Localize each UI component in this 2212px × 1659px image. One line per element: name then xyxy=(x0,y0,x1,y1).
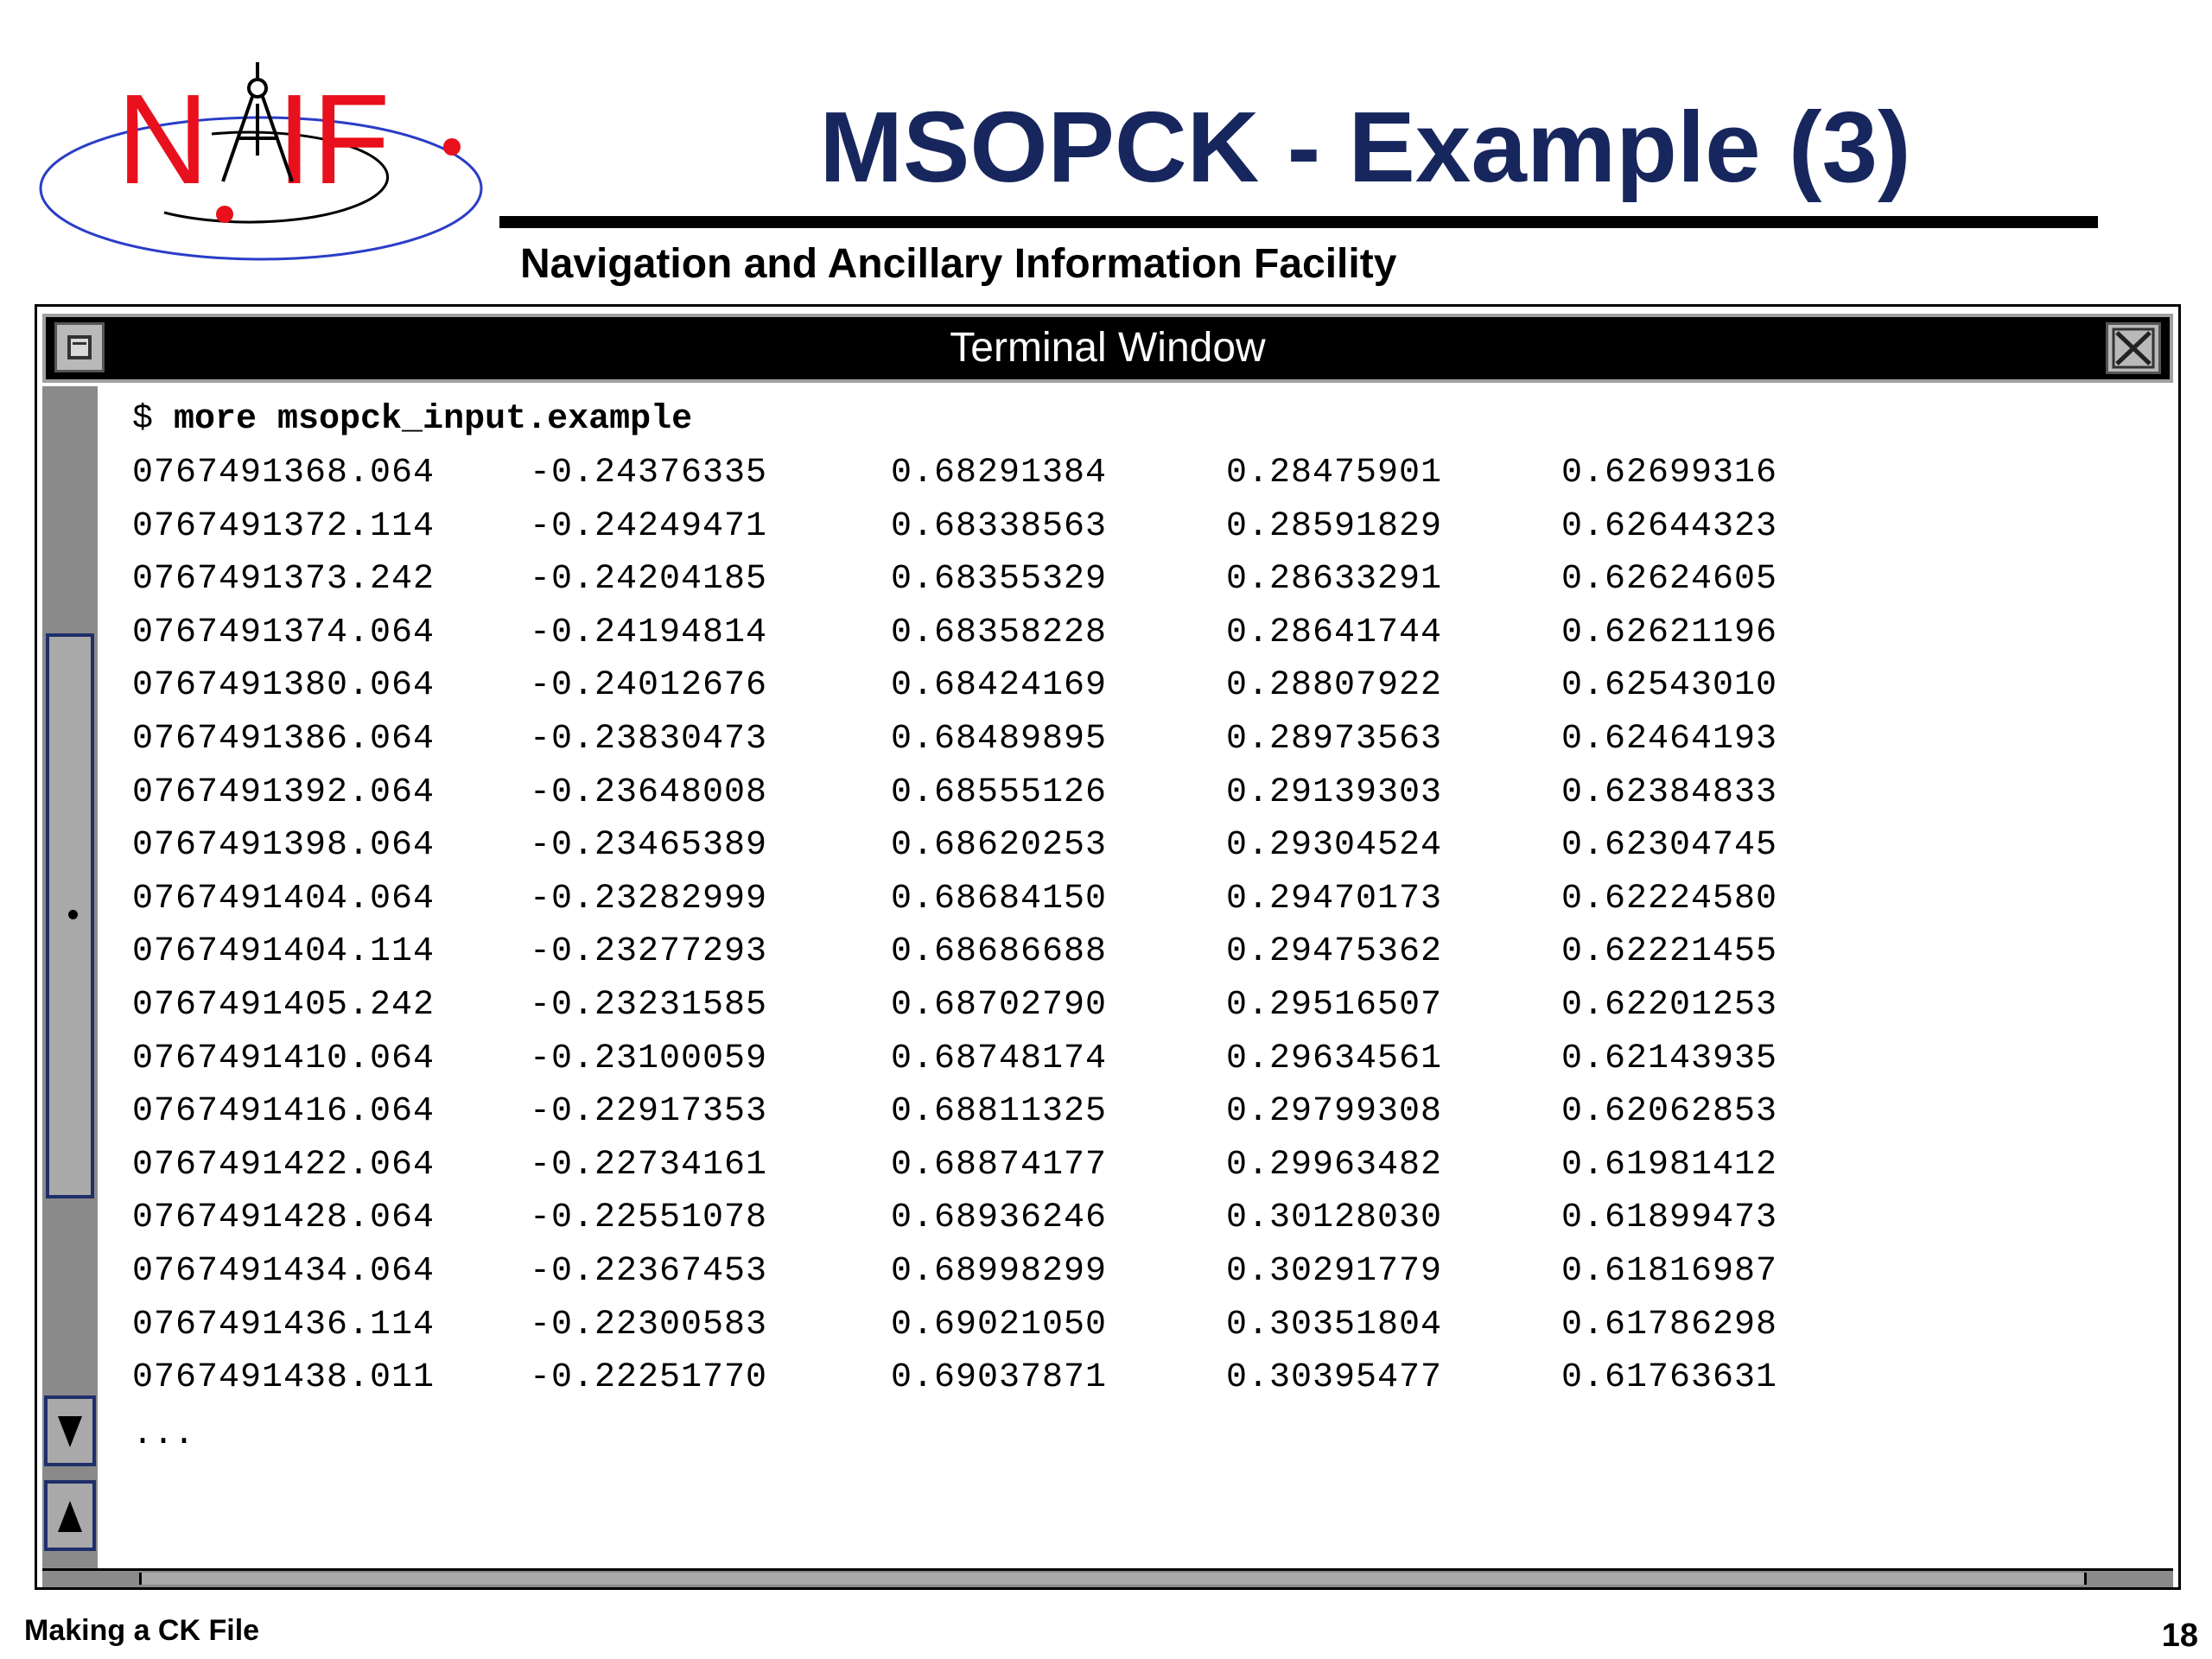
data-cell: 0.29139303 xyxy=(1226,772,1443,812)
data-cell: 0.29634561 xyxy=(1226,1039,1443,1078)
data-cell: 0.68338563 xyxy=(891,506,1108,546)
data-row xyxy=(132,500,1778,554)
data-cell: 0.68620253 xyxy=(891,826,1108,866)
command-text: more msopck_input.example xyxy=(174,400,693,439)
command-line xyxy=(132,393,692,447)
data-cell: 0.61899473 xyxy=(1561,1198,1778,1238)
data-cell: 0.30291779 xyxy=(1226,1251,1443,1291)
scrollbar-thumb[interactable] xyxy=(46,633,94,1198)
data-cell: 0.29516507 xyxy=(1226,985,1443,1025)
page-number: 18 xyxy=(2161,1618,2198,1654)
data-cell: 0767491422.064 xyxy=(132,1145,435,1185)
data-cell: -0.23100059 xyxy=(530,1039,768,1078)
data-row xyxy=(132,873,1778,926)
data-cell: -0.23648008 xyxy=(530,772,768,812)
data-cell: -0.22300583 xyxy=(530,1305,768,1344)
data-row xyxy=(132,925,1778,979)
data-cell: 0767491410.064 xyxy=(132,1039,435,1078)
terminal-window xyxy=(35,304,2181,1590)
svg-text:IF: IF xyxy=(276,68,391,211)
data-cell: 0.62304745 xyxy=(1561,826,1778,866)
scroll-grip-icon xyxy=(68,910,78,919)
data-cell: 0.30128030 xyxy=(1226,1198,1443,1238)
data-cell: 0.68358228 xyxy=(891,613,1108,652)
scroll-down-icon[interactable] xyxy=(44,1395,96,1466)
data-cell: 0.61981412 xyxy=(1561,1145,1778,1185)
data-cell: 0767491398.064 xyxy=(132,826,435,866)
data-cell: 0.62384833 xyxy=(1561,772,1778,812)
horizontal-scrollbar[interactable] xyxy=(42,1568,2173,1587)
data-cell: 0767491438.011 xyxy=(132,1358,435,1398)
data-cell: -0.23277293 xyxy=(530,932,768,972)
data-cell: 0.29475362 xyxy=(1226,932,1443,972)
data-cell: -0.24249471 xyxy=(530,506,768,546)
data-cell: 0.28641744 xyxy=(1226,613,1443,652)
data-cell: 0767491386.064 xyxy=(132,719,435,759)
data-cell: -0.22734161 xyxy=(530,1145,768,1185)
data-cell: 0.68355329 xyxy=(891,560,1108,600)
svg-text:N: N xyxy=(117,68,209,211)
data-cell: 0.28633291 xyxy=(1226,560,1443,600)
data-cell: 0767491428.064 xyxy=(132,1198,435,1238)
data-cell: 0.28973563 xyxy=(1226,719,1443,759)
data-row xyxy=(132,447,1778,500)
data-cell: 0767491404.114 xyxy=(132,932,435,972)
data-cell: 0.29799308 xyxy=(1226,1092,1443,1132)
data-cell: 0.68684150 xyxy=(891,879,1108,918)
data-cell: 0.30395477 xyxy=(1226,1358,1443,1398)
data-row xyxy=(132,553,1778,607)
data-cell: 0.68811325 xyxy=(891,1092,1108,1132)
data-cell: 0.28475901 xyxy=(1226,454,1443,493)
data-cell: 0.62201253 xyxy=(1561,985,1778,1025)
data-cell: 0.30351804 xyxy=(1226,1305,1443,1344)
data-cell: 0.68748174 xyxy=(891,1039,1108,1078)
data-cell: -0.24012676 xyxy=(530,666,768,706)
data-cell: -0.22367453 xyxy=(530,1251,768,1291)
data-cell: 0.62621196 xyxy=(1561,613,1778,652)
data-cell: 0767491374.064 xyxy=(132,613,435,652)
page-subtitle: Navigation and Ancillary Information Facility xyxy=(520,241,1397,287)
data-row xyxy=(132,607,1778,660)
footer-topic: Making a CK File xyxy=(24,1614,260,1647)
data-cell: -0.24194814 xyxy=(530,613,768,652)
data-row xyxy=(132,979,1778,1033)
data-cell: 0.68998299 xyxy=(891,1251,1108,1291)
shell-prompt: $ xyxy=(132,400,175,439)
data-cell: -0.24376335 xyxy=(530,454,768,493)
data-row xyxy=(132,659,1778,713)
data-cell: 0.29304524 xyxy=(1226,826,1443,866)
data-cell: 0.68489895 xyxy=(891,719,1108,759)
data-cell: 0767491405.242 xyxy=(132,985,435,1025)
data-cell: 0.62224580 xyxy=(1561,879,1778,918)
data-cell: 0767491434.064 xyxy=(132,1251,435,1291)
data-cell: 0.28591829 xyxy=(1226,506,1443,546)
data-cell: 0767491368.064 xyxy=(132,454,435,493)
data-cell: 0.68686688 xyxy=(891,932,1108,972)
data-rows xyxy=(132,447,1778,1405)
data-row xyxy=(132,1085,1778,1139)
data-cell: 0.61786298 xyxy=(1561,1305,1778,1344)
data-cell: 0.62699316 xyxy=(1561,454,1778,493)
data-row xyxy=(132,1299,1778,1352)
data-cell: -0.22917353 xyxy=(530,1092,768,1132)
data-cell: 0.68424169 xyxy=(891,666,1108,706)
vertical-scrollbar[interactable] xyxy=(42,386,98,1568)
data-cell: 0.61816987 xyxy=(1561,1251,1778,1291)
data-cell: -0.22551078 xyxy=(530,1198,768,1238)
more-ellipsis: ... xyxy=(132,1414,195,1454)
data-row xyxy=(132,1033,1778,1086)
data-cell: 0.29470173 xyxy=(1226,879,1443,918)
terminal-output[interactable] xyxy=(132,393,1778,1465)
data-cell: 0.62062853 xyxy=(1561,1092,1778,1132)
data-cell: 0.69021050 xyxy=(891,1305,1108,1344)
data-cell: 0.68874177 xyxy=(891,1145,1108,1185)
data-row xyxy=(132,1351,1778,1405)
data-cell: -0.23830473 xyxy=(530,719,768,759)
data-cell: 0767491372.114 xyxy=(132,506,435,546)
data-cell: 0.62543010 xyxy=(1561,666,1778,706)
title-divider xyxy=(499,216,2098,228)
data-cell: -0.24204185 xyxy=(530,560,768,600)
scroll-up-icon[interactable] xyxy=(44,1480,96,1551)
data-cell: -0.23282999 xyxy=(530,879,768,918)
data-cell: 0767491380.064 xyxy=(132,666,435,706)
data-row xyxy=(132,1192,1778,1245)
data-row xyxy=(132,819,1778,873)
page-title: MSOPCK - Example (3) xyxy=(819,91,1911,203)
data-row xyxy=(132,1139,1778,1192)
data-cell: 0.28807922 xyxy=(1226,666,1443,706)
data-cell: 0767491416.064 xyxy=(132,1092,435,1132)
data-cell: 0.68291384 xyxy=(891,454,1108,493)
data-cell: -0.23231585 xyxy=(530,985,768,1025)
data-row xyxy=(132,713,1778,766)
data-cell: 0.62221455 xyxy=(1561,932,1778,972)
horizontal-scrollbar-thumb[interactable] xyxy=(139,1573,2087,1585)
data-cell: 0.62644323 xyxy=(1561,506,1778,546)
data-cell: 0.29963482 xyxy=(1226,1145,1443,1185)
data-cell: 0.68555126 xyxy=(891,772,1108,812)
data-cell: 0.68936246 xyxy=(891,1198,1108,1238)
data-row xyxy=(132,766,1778,820)
data-cell: 0767491404.064 xyxy=(132,879,435,918)
data-cell: 0.62464193 xyxy=(1561,719,1778,759)
data-cell: 0.62624605 xyxy=(1561,560,1778,600)
data-row xyxy=(132,1245,1778,1299)
data-cell: 0.61763631 xyxy=(1561,1358,1778,1398)
terminal-titlebar[interactable] xyxy=(42,314,2173,383)
data-cell: 0.68702790 xyxy=(891,985,1108,1025)
data-cell: 0767491436.114 xyxy=(132,1305,435,1344)
data-cell: 0.69037871 xyxy=(891,1358,1108,1398)
close-icon[interactable] xyxy=(2106,322,2161,374)
data-cell: 0767491392.064 xyxy=(132,772,435,812)
naif-logo xyxy=(35,52,501,272)
data-cell: 0.62143935 xyxy=(1561,1039,1778,1078)
data-cell: 0767491373.242 xyxy=(132,560,435,600)
data-cell: -0.23465389 xyxy=(530,826,768,866)
data-cell: -0.22251770 xyxy=(530,1358,768,1398)
terminal-title: Terminal Window xyxy=(950,325,1266,371)
